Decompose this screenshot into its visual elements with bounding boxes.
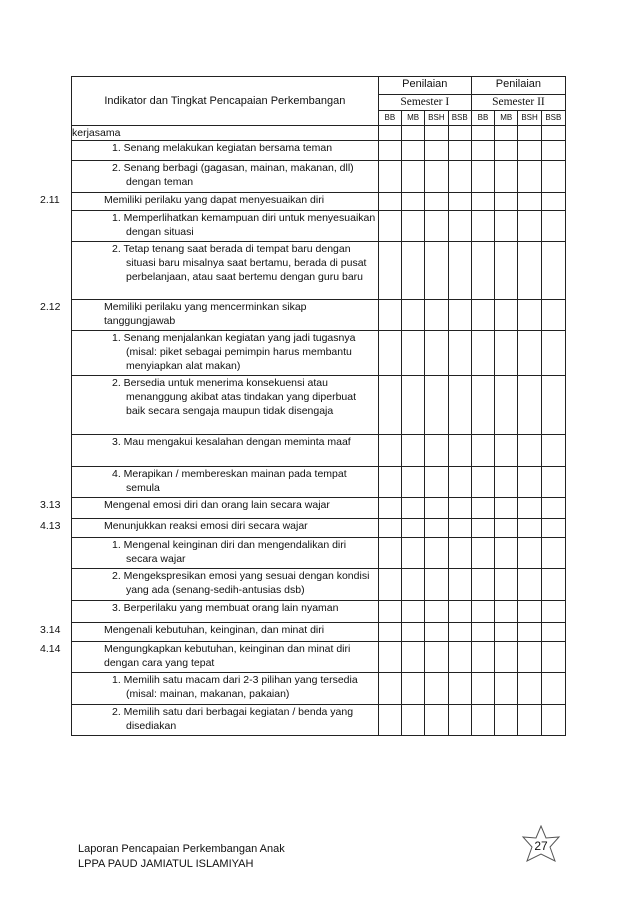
assessment-checkbox-cell[interactable] xyxy=(425,569,448,601)
indicator-text: Mengenali kebutuhan, keinginan, dan minat diri xyxy=(104,624,325,636)
assessment-checkbox-cell[interactable] xyxy=(495,467,518,498)
assessment-checkbox-cell[interactable] xyxy=(471,126,494,141)
assessment-checkbox-cell[interactable] xyxy=(518,141,541,161)
indicator-row xyxy=(72,519,566,538)
sub-indicator-cell xyxy=(72,331,379,376)
indicator-cell xyxy=(40,193,379,211)
assessment-checkbox-cell[interactable] xyxy=(425,467,448,498)
assessment-checkbox-cell[interactable] xyxy=(471,161,494,193)
level-bsh-1: BSH xyxy=(425,111,448,126)
assessment-checkbox-cell[interactable] xyxy=(401,331,424,376)
assessment-checkbox-cell[interactable] xyxy=(448,376,471,435)
semester-2-penilaian: Penilaian xyxy=(471,77,565,95)
assessment-checkbox-cell[interactable] xyxy=(495,673,518,705)
assessment-checkbox-cell[interactable] xyxy=(401,569,424,601)
assessment-checkbox-cell[interactable] xyxy=(378,673,401,705)
indicator-row xyxy=(72,300,566,331)
assessment-checkbox-cell[interactable] xyxy=(495,519,518,538)
assessment-table xyxy=(40,76,566,736)
sub-indicator-text: 4. Merapikan / membereskan mainan pada tempat semula xyxy=(112,468,347,494)
assessment-checkbox-cell[interactable] xyxy=(378,498,401,519)
assessment-checkbox-cell[interactable] xyxy=(425,193,448,211)
assessment-checkbox-cell[interactable] xyxy=(425,435,448,467)
assessment-checkbox-cell[interactable] xyxy=(378,331,401,376)
assessment-checkbox-cell[interactable] xyxy=(518,435,541,467)
assessment-checkbox-cell[interactable] xyxy=(495,242,518,300)
sub-indicator-text: 2. Memilih satu dari berbagai kegiatan / benda yang disediakan xyxy=(112,706,354,732)
assessment-checkbox-cell[interactable] xyxy=(378,211,401,242)
assessment-checkbox-cell[interactable] xyxy=(425,300,448,331)
indicator-cell xyxy=(40,300,379,331)
semester-1-penilaian: Penilaian xyxy=(378,77,471,95)
indicator-header: Indikator dan Tingkat Pencapaian Perkembangan xyxy=(72,77,379,126)
assessment-checkbox-cell[interactable] xyxy=(541,161,565,193)
sub-indicator-text: 2. Bersedia untuk menerima konsekuensi atau menanggung akibat atas tindakan yang diperbuat baik secara sengaja maupun tidak disengaja xyxy=(112,377,357,417)
assessment-checkbox-cell[interactable] xyxy=(448,467,471,498)
assessment-checkbox-cell[interactable] xyxy=(541,623,565,642)
indicator-cell xyxy=(40,642,379,673)
assessment-checkbox-cell[interactable] xyxy=(471,467,494,498)
sub-indicator-cell xyxy=(72,705,379,736)
assessment-checkbox-cell[interactable] xyxy=(425,538,448,569)
assessment-checkbox-cell[interactable] xyxy=(378,623,401,642)
assessment-checkbox-cell[interactable] xyxy=(471,498,494,519)
assessment-checkbox-cell[interactable] xyxy=(425,161,448,193)
assessment-checkbox-cell[interactable] xyxy=(401,242,424,300)
assessment-checkbox-cell[interactable] xyxy=(495,623,518,642)
assessment-checkbox-cell[interactable] xyxy=(471,141,494,161)
sub-indicator-row xyxy=(72,211,566,242)
assessment-checkbox-cell[interactable] xyxy=(541,435,565,467)
assessment-checkbox-cell[interactable] xyxy=(541,601,565,623)
assessment-checkbox-cell[interactable] xyxy=(448,601,471,623)
assessment-checkbox-cell[interactable] xyxy=(541,467,565,498)
assessment-checkbox-cell[interactable] xyxy=(448,161,471,193)
sub-indicator-row xyxy=(72,141,566,161)
sub-indicator-row xyxy=(72,705,566,736)
assessment-checkbox-cell[interactable] xyxy=(518,300,541,331)
assessment-checkbox-cell[interactable] xyxy=(495,161,518,193)
assessment-checkbox-cell[interactable] xyxy=(518,498,541,519)
assessment-checkbox-cell[interactable] xyxy=(471,569,494,601)
assessment-checkbox-cell[interactable] xyxy=(401,467,424,498)
semester-2-header: Semester II xyxy=(471,95,565,111)
assessment-checkbox-cell[interactable] xyxy=(425,601,448,623)
assessment-checkbox-cell[interactable] xyxy=(378,126,401,141)
assessment-checkbox-cell[interactable] xyxy=(378,161,401,193)
assessment-checkbox-cell[interactable] xyxy=(471,642,494,673)
assessment-checkbox-cell[interactable] xyxy=(541,376,565,435)
sub-indicator-cell xyxy=(72,467,379,498)
sub-indicator-row xyxy=(72,161,566,193)
sub-indicator-row xyxy=(72,569,566,601)
sub-indicator-cell xyxy=(72,538,379,569)
assessment-checkbox-cell[interactable] xyxy=(425,126,448,141)
indicator-row xyxy=(72,193,566,211)
assessment-checkbox-cell[interactable] xyxy=(471,538,494,569)
assessment-checkbox-cell[interactable] xyxy=(541,498,565,519)
assessment-checkbox-cell[interactable] xyxy=(495,642,518,673)
assessment-checkbox-cell[interactable] xyxy=(401,538,424,569)
assessment-checkbox-cell[interactable] xyxy=(378,435,401,467)
assessment-checkbox-cell[interactable] xyxy=(518,623,541,642)
indicator-number: 2.12 xyxy=(40,301,61,313)
assessment-checkbox-cell[interactable] xyxy=(495,300,518,331)
assessment-checkbox-cell[interactable] xyxy=(518,642,541,673)
assessment-checkbox-cell[interactable] xyxy=(541,569,565,601)
assessment-checkbox-cell[interactable] xyxy=(448,126,471,141)
assessment-checkbox-cell[interactable] xyxy=(378,467,401,498)
assessment-checkbox-cell[interactable] xyxy=(425,642,448,673)
assessment-checkbox-cell[interactable] xyxy=(401,376,424,435)
assessment-checkbox-cell[interactable] xyxy=(448,193,471,211)
sub-indicator-row xyxy=(72,376,566,435)
assessment-checkbox-cell[interactable] xyxy=(425,673,448,705)
assessment-checkbox-cell[interactable] xyxy=(471,211,494,242)
assessment-checkbox-cell[interactable] xyxy=(378,705,401,736)
assessment-checkbox-cell[interactable] xyxy=(495,141,518,161)
assessment-checkbox-cell[interactable] xyxy=(378,569,401,601)
assessment-checkbox-cell[interactable] xyxy=(425,376,448,435)
level-bsb-1: BSB xyxy=(448,111,471,126)
sub-indicator-cell xyxy=(72,141,379,161)
assessment-checkbox-cell[interactable] xyxy=(401,300,424,331)
assessment-checkbox-cell[interactable] xyxy=(425,623,448,642)
assessment-checkbox-cell[interactable] xyxy=(541,126,565,141)
indicator-row xyxy=(72,642,566,673)
sub-indicator-cell xyxy=(72,601,379,623)
assessment-checkbox-cell[interactable] xyxy=(401,601,424,623)
sub-indicator-row xyxy=(72,467,566,498)
indicator-row xyxy=(72,498,566,519)
assessment-checkbox-cell[interactable] xyxy=(518,569,541,601)
assessment-checkbox-cell[interactable] xyxy=(448,141,471,161)
assessment-checkbox-cell[interactable] xyxy=(401,623,424,642)
assessment-checkbox-cell[interactable] xyxy=(518,673,541,705)
assessment-checkbox-cell[interactable] xyxy=(471,376,494,435)
assessment-checkbox-cell[interactable] xyxy=(425,242,448,300)
assessment-checkbox-cell[interactable] xyxy=(471,242,494,300)
assessment-checkbox-cell[interactable] xyxy=(401,126,424,141)
assessment-checkbox-cell[interactable] xyxy=(401,673,424,705)
sub-indicator-row xyxy=(72,331,566,376)
sub-indicator-cell xyxy=(72,569,379,601)
assessment-checkbox-cell[interactable] xyxy=(541,673,565,705)
assessment-checkbox-cell[interactable] xyxy=(541,538,565,569)
sub-indicator-row xyxy=(72,242,566,300)
assessment-checkbox-cell[interactable] xyxy=(448,435,471,467)
sub-indicator-text: 1. Senang melakukan kegiatan bersama teman xyxy=(112,142,333,154)
sub-indicator-text: 2. Mengekspresikan emosi yang sesuai dengan kondisi yang ada (senang-sedih-antusias dsb) xyxy=(112,570,370,596)
assessment-checkbox-cell[interactable] xyxy=(495,193,518,211)
indicator-number: 4.13 xyxy=(40,520,61,532)
footer-school-name: LPPA PAUD JAMIATUL ISLAMIYAH xyxy=(78,858,254,870)
assessment-checkbox-cell[interactable] xyxy=(378,242,401,300)
sub-indicator-text: 1. Memperlihatkan kemampuan diri untuk menyesuaikan dengan situasi xyxy=(112,212,376,238)
sub-indicator-row xyxy=(72,538,566,569)
assessment-checkbox-cell[interactable] xyxy=(378,300,401,331)
indicator-text: Menunjukkan reaksi emosi diri secara wajar xyxy=(104,520,308,532)
assessment-checkbox-cell[interactable] xyxy=(518,705,541,736)
assessment-checkbox-cell[interactable] xyxy=(401,161,424,193)
footer-report-title: Laporan Pencapaian Perkembangan Anak xyxy=(78,843,285,855)
assessment-checkbox-cell[interactable] xyxy=(401,705,424,736)
level-bsb-2: BSB xyxy=(541,111,565,126)
indicator-number: 4.14 xyxy=(40,643,61,655)
assessment-checkbox-cell[interactable] xyxy=(518,126,541,141)
sub-indicator-text: 1. Mengenal keinginan diri dan mengendalikan diri secara wajar xyxy=(112,539,347,565)
assessment-checkbox-cell[interactable] xyxy=(471,705,494,736)
assessment-checkbox-cell[interactable] xyxy=(495,601,518,623)
level-bsh-2: BSH xyxy=(518,111,541,126)
assessment-checkbox-cell[interactable] xyxy=(541,642,565,673)
indicator-cell xyxy=(40,498,379,519)
page-number: 27 xyxy=(534,839,548,853)
sub-indicator-text: 3. Berperilaku yang membuat orang lain nyaman xyxy=(112,602,339,614)
semester-1-header: Semester I xyxy=(378,95,471,111)
assessment-checkbox-cell[interactable] xyxy=(518,601,541,623)
assessment-checkbox-cell[interactable] xyxy=(448,519,471,538)
assessment-checkbox-cell[interactable] xyxy=(448,538,471,569)
indicator-number: 3.13 xyxy=(40,499,61,511)
continued-text: kerjasama xyxy=(72,127,121,139)
assessment-checkbox-cell[interactable] xyxy=(448,211,471,242)
indicator-number: 2.11 xyxy=(40,194,60,206)
assessment-checkbox-cell[interactable] xyxy=(378,601,401,623)
sub-indicator-cell xyxy=(72,211,379,242)
assessment-checkbox-cell[interactable] xyxy=(448,331,471,376)
assessment-checkbox-cell[interactable] xyxy=(495,435,518,467)
sub-indicator-row xyxy=(72,435,566,467)
assessment-checkbox-cell[interactable] xyxy=(378,376,401,435)
assessment-checkbox-cell[interactable] xyxy=(495,538,518,569)
indicator-number: 3.14 xyxy=(40,624,61,636)
sub-indicator-text: 3. Mau mengakui kesalahan dengan meminta maaf xyxy=(112,436,351,448)
assessment-checkbox-cell[interactable] xyxy=(495,331,518,376)
assessment-checkbox-cell[interactable] xyxy=(495,126,518,141)
sub-indicator-row xyxy=(72,126,566,141)
indicator-cell xyxy=(40,519,379,538)
assessment-checkbox-cell[interactable] xyxy=(518,242,541,300)
assessment-checkbox-cell[interactable] xyxy=(471,193,494,211)
assessment-checkbox-cell[interactable] xyxy=(495,705,518,736)
assessment-checkbox-cell[interactable] xyxy=(541,300,565,331)
assessment-checkbox-cell[interactable] xyxy=(518,467,541,498)
indicator-text: Mengungkapkan kebutuhan, keinginan dan minat diri dengan cara yang tepat xyxy=(104,643,351,669)
assessment-checkbox-cell[interactable] xyxy=(378,642,401,673)
assessment-checkbox-cell[interactable] xyxy=(425,211,448,242)
assessment-checkbox-cell[interactable] xyxy=(448,300,471,331)
assessment-checkbox-cell[interactable] xyxy=(495,211,518,242)
level-mb-1: MB xyxy=(401,111,424,126)
assessment-checkbox-cell[interactable] xyxy=(378,519,401,538)
assessment-checkbox-cell[interactable] xyxy=(541,193,565,211)
assessment-checkbox-cell[interactable] xyxy=(471,673,494,705)
indicator-text: Mengenal emosi diri dan orang lain secara wajar xyxy=(104,499,330,511)
assessment-checkbox-cell[interactable] xyxy=(401,498,424,519)
level-bb-1: BB xyxy=(378,111,401,126)
assessment-checkbox-cell[interactable] xyxy=(448,673,471,705)
sub-indicator-text: 1. Memilih satu macam dari 2-3 pilihan yang tersedia (misal: mainan, makanan, pakaian) xyxy=(112,674,358,700)
assessment-checkbox-cell[interactable] xyxy=(401,211,424,242)
assessment-checkbox-cell[interactable] xyxy=(425,498,448,519)
assessment-checkbox-cell[interactable] xyxy=(495,569,518,601)
level-mb-2: MB xyxy=(495,111,518,126)
sub-indicator-text: 2. Senang berbagi (gagasan, mainan, makanan, dll) dengan teman xyxy=(112,162,354,188)
assessment-checkbox-cell[interactable] xyxy=(541,705,565,736)
assessment-checkbox-cell[interactable] xyxy=(518,519,541,538)
assessment-checkbox-cell[interactable] xyxy=(541,331,565,376)
assessment-checkbox-cell[interactable] xyxy=(425,705,448,736)
level-bb-2: BB xyxy=(471,111,494,126)
assessment-checkbox-cell[interactable] xyxy=(401,141,424,161)
assessment-checkbox-cell[interactable] xyxy=(378,193,401,211)
assessment-checkbox-cell[interactable] xyxy=(518,376,541,435)
assessment-checkbox-cell[interactable] xyxy=(471,601,494,623)
sub-indicator-text: 1. Senang menjalankan kegiatan yang jadi tugasnya (misal: piket sebagai pemimpin harus membantu menyiapkan alat makan) xyxy=(112,332,356,372)
sub-indicator-cell xyxy=(72,673,379,705)
assessment-checkbox-cell[interactable] xyxy=(448,498,471,519)
assessment-checkbox-cell[interactable] xyxy=(541,141,565,161)
continued-text-cell xyxy=(72,126,379,141)
sub-indicator-cell xyxy=(72,161,379,193)
assessment-checkbox-cell[interactable] xyxy=(471,519,494,538)
assessment-checkbox-cell[interactable] xyxy=(471,623,494,642)
sub-indicator-cell xyxy=(72,376,379,435)
indicator-text: Memiliki perilaku yang dapat menyesuaikan diri xyxy=(104,194,325,206)
assessment-checkbox-cell[interactable] xyxy=(425,331,448,376)
assessment-checkbox-cell[interactable] xyxy=(541,242,565,300)
indicator-text: Memiliki perilaku yang mencerminkan sikap tanggungjawab xyxy=(104,301,307,327)
assessment-checkbox-cell[interactable] xyxy=(448,705,471,736)
assessment-checkbox-cell[interactable] xyxy=(518,538,541,569)
sub-indicator-row xyxy=(72,601,566,623)
sub-indicator-text: 2. Tetap tenang saat berada di tempat baru dengan situasi baru misalnya saat bertamu, berada di pusat perbelanjaan, atau saat bertemu dengan guru baru xyxy=(112,243,367,283)
assessment-checkbox-cell[interactable] xyxy=(471,300,494,331)
assessment-checkbox-cell[interactable] xyxy=(378,141,401,161)
sub-indicator-cell xyxy=(72,435,379,467)
indicator-cell xyxy=(40,623,379,642)
assessment-checkbox-cell[interactable] xyxy=(401,642,424,673)
assessment-checkbox-cell[interactable] xyxy=(448,642,471,673)
assessment-checkbox-cell[interactable] xyxy=(495,498,518,519)
assessment-checkbox-cell[interactable] xyxy=(518,211,541,242)
assessment-checkbox-cell[interactable] xyxy=(448,569,471,601)
assessment-checkbox-cell[interactable] xyxy=(471,435,494,467)
assessment-checkbox-cell[interactable] xyxy=(541,211,565,242)
assessment-checkbox-cell[interactable] xyxy=(448,242,471,300)
assessment-checkbox-cell[interactable] xyxy=(471,331,494,376)
assessment-checkbox-cell[interactable] xyxy=(495,376,518,435)
assessment-checkbox-cell[interactable] xyxy=(518,193,541,211)
assessment-checkbox-cell[interactable] xyxy=(541,519,565,538)
sub-indicator-row xyxy=(72,673,566,705)
assessment-checkbox-cell[interactable] xyxy=(448,623,471,642)
assessment-checkbox-cell[interactable] xyxy=(401,435,424,467)
assessment-checkbox-cell[interactable] xyxy=(425,519,448,538)
indicator-row xyxy=(72,623,566,642)
assessment-checkbox-cell[interactable] xyxy=(518,331,541,376)
assessment-checkbox-cell[interactable] xyxy=(425,141,448,161)
sub-indicator-cell xyxy=(72,242,379,300)
assessment-checkbox-cell[interactable] xyxy=(518,161,541,193)
assessment-checkbox-cell[interactable] xyxy=(401,193,424,211)
assessment-checkbox-cell[interactable] xyxy=(401,519,424,538)
assessment-checkbox-cell[interactable] xyxy=(378,538,401,569)
